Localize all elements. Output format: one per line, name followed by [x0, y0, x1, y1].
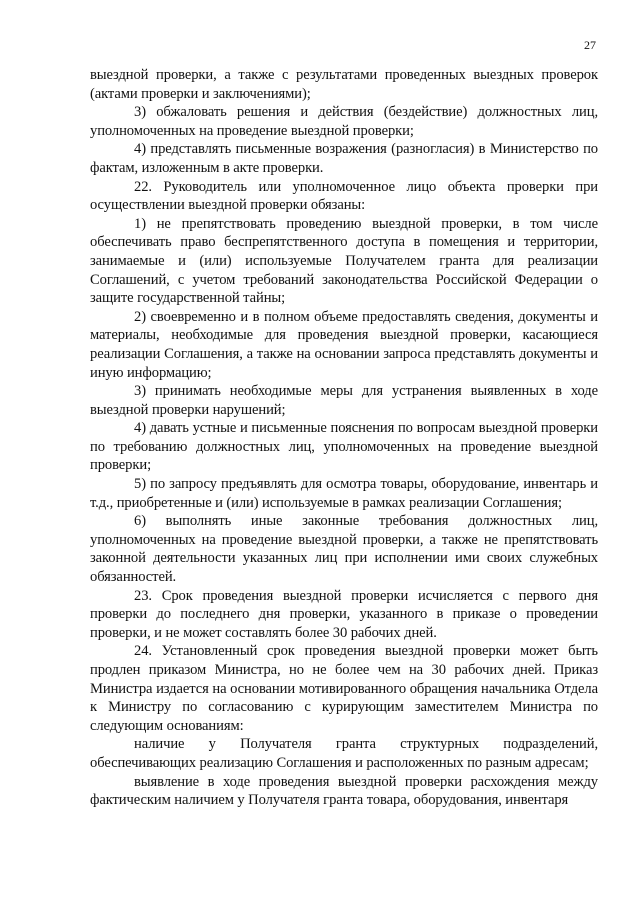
- paragraph-clause-23: 23. Срок проведения выездной проверки исчисляется с первого дня проверки до последнего дня проверки, указанного в приказе о проведении проверки, и не может составлять более 30 рабочих дней.: [90, 587, 598, 641]
- paragraph-duty-5: 5) по запросу предъявлять для осмотра товары, оборудование, инвентарь и т.д., приобретенные и (или) используемые в рамках реализации Соглашения;: [90, 476, 598, 511]
- paragraph-duty-1: 1) не препятствовать проведению выездной проверки, в том числе обеспечивать право беспрепятственного доступа в помещения и территории, занимаемые и (или) используемые Получателем гранта для реализации Соглашений, с учетом требований законодательства Российской Федерации о защите государственной тайны;: [90, 215, 598, 307]
- paragraph-ground-discrepancy: выявление в ходе проведения выездной проверки расхождения между фактическим наличием у Получателя гранта товара, оборудования, инвентаря: [90, 773, 598, 809]
- paragraph-clause-22: 22. Руководитель или уполномоченное лицо объекта проверки при осуществлении выездной проверки обязаны:: [90, 178, 598, 214]
- paragraph-right-3-appeal: 3) обжаловать решения и действия (бездействие) должностных лиц, уполномоченных на проведение выездной проверки;: [90, 104, 598, 139]
- paragraph-duty-3: 3) принимать необходимые меры для устранения выявленных в ходе выездной проверки нарушений;: [90, 383, 598, 418]
- paragraph-right-4-objections: 4) представлять письменные возражения (разногласия) в Министерство по фактам, изложенным в акте проверки.: [90, 141, 598, 176]
- paragraph-duty-6: 6) выполнять иные законные требования должностных лиц, уполномоченных на проведение выездной проверки, а также не препятствовать законной деятельности указанных лиц при исполнении ими своих служебных обязанностей.: [90, 513, 598, 586]
- paragraph-clause-24: 24. Установленный срок проведения выездной проверки может быть продлен приказом Министра, но не более чем на 30 рабочих дней. Приказ Министра издается на основании мотивированного обращения начальника Отдела к Министру по согласованию с курирующим заместителем Министра по следующим основаниям:: [90, 643, 598, 734]
- paragraph-ground-structural-units: наличие у Получателя гранта структурных подразделений, обеспечивающих реализацию Соглашения и расположенных по разным адресам;: [90, 736, 598, 771]
- paragraph-duty-4: 4) давать устные и письменные пояснения по вопросам выездной проверки по требованию должностных лиц, уполномоченных на проведение выездной проверки;: [90, 420, 598, 474]
- paragraph-duty-2: 2) своевременно и в полном объеме предоставлять сведения, документы и материалы, необходимые для проведения выездной проверки, касающиеся реализации Соглашения, а также на основании запроса представлять документы и иную информацию;: [90, 308, 598, 381]
- paragraph-rights-continuation: выездной проверки, а также с результатами проведенных выездных проверок (актами проверки и заключениями);: [90, 67, 598, 102]
- document-body: [90, 66, 598, 810]
- page-number: 27: [584, 38, 596, 52]
